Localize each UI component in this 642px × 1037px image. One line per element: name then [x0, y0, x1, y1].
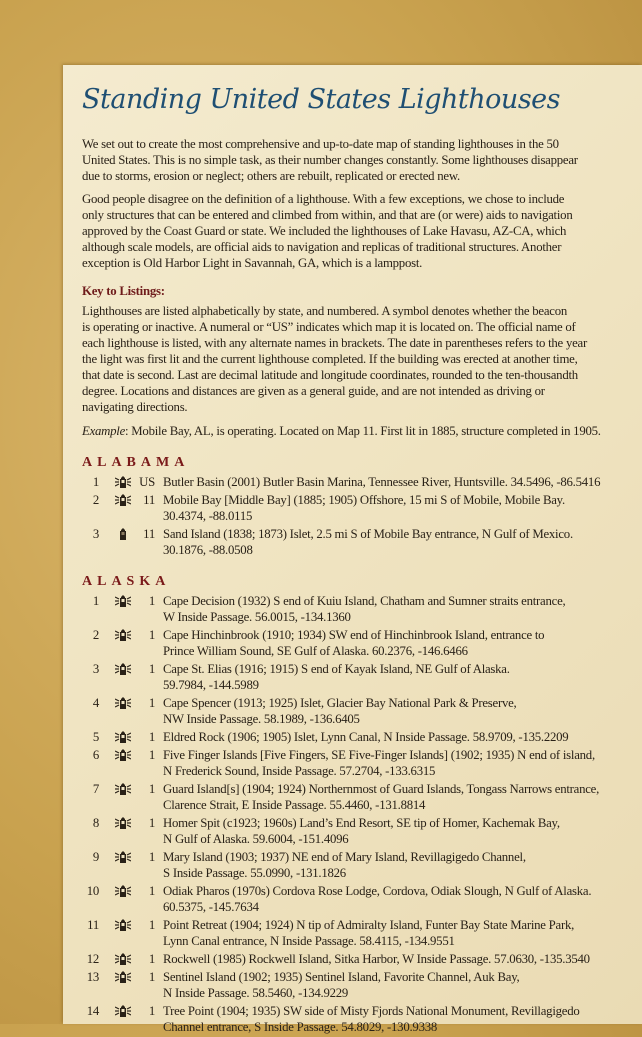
entry-number: 4 [92, 696, 99, 710]
entry-number: 12 [86, 952, 99, 966]
entry-text-line: Homer Spit (c1923; 1960s) Land’s End Resort, SE tip of Homer, Kachemak Bay, [163, 816, 560, 830]
map-number: 1 [148, 1004, 155, 1018]
entry-number: 3 [92, 662, 99, 676]
operating-lighthouse-icon [115, 662, 131, 676]
entry-text-line: Mary Island (1903; 1937) NE end of Mary Island, Revillagigedo Channel, [163, 850, 526, 864]
state-heading: ALABAMA [82, 455, 190, 470]
listing-entry [82, 917, 632, 949]
entry-number: 13 [86, 970, 99, 984]
example-paragraph [82, 423, 632, 439]
entry-text-line: S Inside Passage. 55.0990, -131.1826 [163, 866, 346, 880]
text-line: United States. This is no simple task, as their number changes constantly. Some lighthouses disappear [82, 153, 578, 167]
entry-number: 10 [86, 884, 99, 898]
operating-lighthouse-icon [115, 816, 131, 830]
entry-text-line: Sentinel Island (1902; 1935) Sentinel Island, Favorite Channel, Auk Bay, [163, 970, 520, 984]
entry-number: 9 [92, 850, 99, 864]
listing-entry [82, 695, 632, 727]
map-number: 1 [148, 918, 155, 932]
operating-lighthouse-icon [115, 594, 131, 608]
text-line: degree. Locations and distances are given as a general guide, and are not intended as driving or [82, 384, 545, 398]
entry-number: 2 [92, 628, 99, 642]
entry-number: 11 [87, 918, 99, 932]
entry-text-line: Point Retreat (1904; 1924) N tip of Admiralty Island, Funter Bay State Marine Park, [163, 918, 575, 932]
entry-text-line: W Inside Passage. 56.0015, -134.1360 [163, 610, 351, 624]
listing-entry [82, 474, 632, 490]
example-label: Example [82, 424, 126, 438]
entry-text-line: Cape Decision (1932) S end of Kuiu Island, Chatham and Sumner straits entrance, [163, 594, 566, 608]
text-line: exception is Old Harbor Light in Savannah, GA, which is a lamppost. [82, 256, 423, 270]
listing-entry [82, 593, 632, 625]
text-line: Lighthouses are listed alphabetically by state, and numbered. A symbol denotes whether the beacon [82, 304, 567, 318]
listing-entry [82, 849, 632, 881]
operating-lighthouse-icon [115, 730, 131, 744]
map-number: 1 [148, 782, 155, 796]
operating-lighthouse-icon [115, 1004, 131, 1018]
map-number: 11 [143, 527, 155, 541]
map-number: 1 [148, 850, 155, 864]
map-number: 1 [148, 628, 155, 642]
text-line: due to storms, erosion or neglect; others are rebuilt, replicated or erected new. [82, 169, 460, 183]
state-heading: ALASKA [82, 574, 171, 589]
map-number: 1 [148, 748, 155, 762]
listing-entry [82, 951, 632, 967]
map-number: 1 [148, 884, 155, 898]
example-text: : Mobile Bay, AL, is operating. Located on Map 11. First lit in 1885, structure completed in 1905. [125, 424, 601, 438]
listing-entry [82, 492, 632, 524]
listing-entry [82, 781, 632, 813]
operating-lighthouse-icon [115, 748, 131, 762]
entry-text-line: Eldred Rock (1906; 1905) Islet, Lynn Canal, N Inside Passage. 58.9709, -135.2209 [163, 730, 569, 744]
text-line: Good people disagree on the definition of a lighthouse. With a few exceptions, we chose to include [82, 192, 565, 206]
text-line: that date is second. Last are decimal latitude and longitude coordinates, rounded to the ten-thousandth [82, 368, 578, 382]
listing-entry [82, 969, 632, 1001]
text-line: only structures that can be entered and climbed from within, and that are (or were) aids to navigation [82, 208, 573, 222]
entry-text-line: Butler Basin (2001) Butler Basin Marina, Tennessee River, Huntsville. 34.5496, -86.5416 [163, 475, 601, 489]
operating-lighthouse-icon [115, 850, 131, 864]
listing-entry [82, 883, 632, 915]
entry-text-line: Cape Spencer (1913; 1925) Islet, Glacier Bay National Park & Preserve, [163, 696, 517, 710]
entry-number: 1 [92, 594, 99, 608]
entry-number: 8 [92, 816, 99, 830]
entry-number: 7 [92, 782, 99, 796]
document-body [82, 136, 632, 1037]
entry-text-line: Clarence Strait, E Inside Passage. 55.4460, -131.8814 [163, 798, 426, 812]
entry-text-line: N Frederick Sound, Inside Passage. 57.2704, -133.6315 [163, 764, 436, 778]
entry-text-line: Cape St. Elias (1916; 1915) S end of Kayak Island, NE Gulf of Alaska. [163, 662, 510, 676]
text-line: is operating or inactive. A numeral or “US” indicates which map it is located on. The official name of [82, 320, 576, 334]
listing-entry [82, 1003, 632, 1035]
map-number: 1 [148, 730, 155, 744]
listing-entry [82, 661, 632, 693]
operating-lighthouse-icon [115, 884, 131, 898]
operating-lighthouse-icon [115, 952, 131, 966]
entry-text-line: Guard Island[s] (1904; 1924) Northernmost of Guard Islands, Tongass Narrows entrance, [163, 782, 600, 796]
entry-number: 2 [92, 493, 99, 507]
entry-text-line: Sand Island (1838; 1873) Islet, 2.5 mi S of Mobile Bay entrance, N Gulf of Mexico. [163, 527, 573, 541]
inactive-lighthouse-icon [115, 527, 131, 541]
operating-lighthouse-icon [115, 970, 131, 984]
key-heading: Key to Listings: [82, 284, 165, 298]
operating-lighthouse-icon [115, 493, 131, 507]
entry-number: 1 [92, 475, 99, 489]
entry-text-line: N Inside Passage. 58.5460, -134.9229 [163, 986, 349, 1000]
operating-lighthouse-icon [115, 696, 131, 710]
entry-number: 14 [86, 1004, 99, 1018]
entry-text-line: Odiak Pharos (1970s) Cordova Rose Lodge, Cordova, Odiak Slough, N Gulf of Alaska. [163, 884, 592, 898]
entry-text-line: Mobile Bay [Middle Bay] (1885; 1905) Offshore, 15 mi S of Mobile, Mobile Bay. [163, 493, 565, 507]
map-number: 11 [143, 493, 155, 507]
entry-text-line: Tree Point (1904; 1935) SW side of Misty Fjords National Monument, Revillagigedo [163, 1004, 580, 1018]
entry-text-line: 30.4374, -88.0115 [163, 509, 253, 523]
entry-text-line: 59.7984, -144.5989 [163, 678, 259, 692]
map-number: 1 [148, 662, 155, 676]
entry-number: 6 [92, 748, 99, 762]
entry-text-line: Prince William Sound, SE Gulf of Alaska. 60.2376, -146.6466 [163, 644, 468, 658]
map-number: 1 [148, 816, 155, 830]
entry-text-line: Lynn Canal entrance, N Inside Passage. 58.4115, -134.9551 [163, 934, 455, 948]
entry-text-line: Channel entrance, S Inside Passage. 54.8029, -130.9338 [163, 1020, 438, 1034]
operating-lighthouse-icon [115, 782, 131, 796]
entry-text-line: 60.5375, -145.7634 [163, 900, 259, 914]
text-line: although scale models, are official aids to navigation and replicas of traditional structures. Another [82, 240, 562, 254]
entry-number: 3 [92, 527, 99, 541]
key-paragraph [82, 303, 632, 415]
map-number: 1 [148, 970, 155, 984]
text-line: each lighthouse is listed, with any alternate names in brackets. The date in parentheses refers to the year [82, 336, 587, 350]
entry-text-line: N Gulf of Alaska. 59.6004, -151.4096 [163, 832, 349, 846]
page-title: Standing United States Lighthouses [82, 84, 561, 115]
intro-paragraph [82, 191, 632, 271]
intro-paragraph [82, 136, 632, 184]
entry-text-line: Cape Hinchinbrook (1910; 1934) SW end of Hinchinbrook Island, entrance to [163, 628, 545, 642]
operating-lighthouse-icon [115, 628, 131, 642]
entry-text-line: Five Finger Islands [Five Fingers, SE Five-Finger Islands] (1902; 1935) N end of island, [163, 748, 595, 762]
listing-entry [82, 627, 632, 659]
entry-text-line: NW Inside Passage. 58.1989, -136.6405 [163, 712, 360, 726]
listing-entry [82, 747, 632, 779]
entry-text-line: Rockwell (1985) Rockwell Island, Sitka Harbor, W Inside Passage. 57.0630, -135.3540 [163, 952, 590, 966]
listing-entry [82, 526, 632, 558]
text-line: approved by the Coast Guard or state. We included the lighthouses of Lake Havasu, AZ-CA, which [82, 224, 567, 238]
listing-entry [82, 815, 632, 847]
map-number: 1 [148, 594, 155, 608]
text-line: navigating directions. [82, 400, 188, 414]
map-number: 1 [148, 696, 155, 710]
text-line: We set out to create the most comprehensive and up-to-date map of standing lighthouses in the 50 [82, 137, 559, 151]
operating-lighthouse-icon [115, 475, 131, 489]
operating-lighthouse-icon [115, 918, 131, 932]
entry-number: 5 [92, 730, 99, 744]
map-number: 1 [148, 952, 155, 966]
map-number: US [139, 475, 155, 489]
text-line: the light was first lit and the current lighthouse completed. If the building was erected at another time, [82, 352, 578, 366]
entry-text-line: 30.1876, -88.0508 [163, 543, 253, 557]
listing-entry [82, 729, 632, 745]
